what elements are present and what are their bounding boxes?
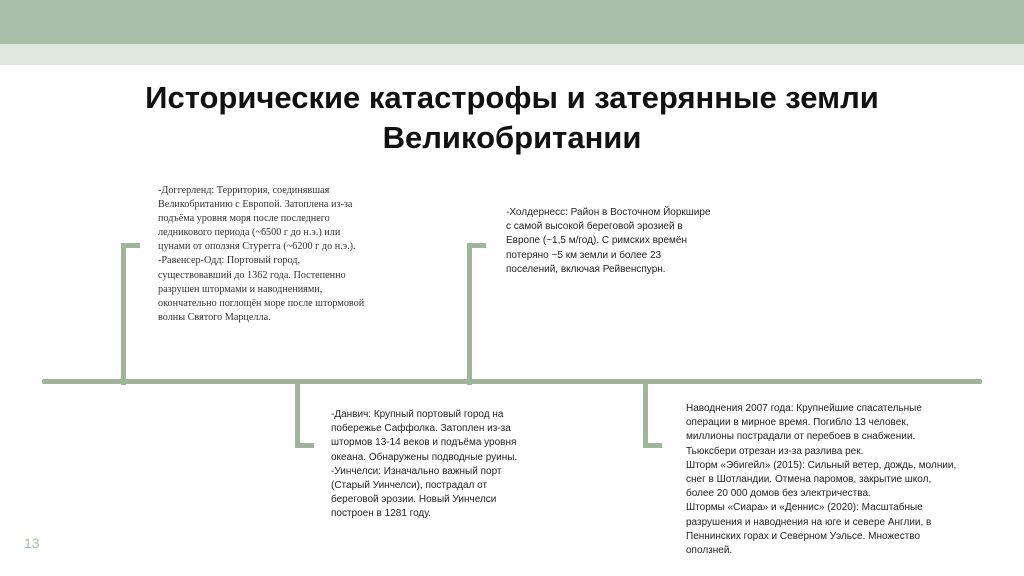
slide-title	[40, 78, 984, 158]
card-paragraph: -Данвич: Крупный портовый город на побережье Саффолка. Затоплен из-за штормов 13-14 веков и подъёма уровня океана. Обнаружены подводные руины.	[331, 409, 518, 463]
header-bar	[0, 0, 1024, 44]
card-paragraph: -Равенсер-Одд: Портовый город, существовавший до 1362 года. Постепенно разрушен штормами и наводнениями, окончательно поглощён море после штормовой волны Святого Марцелла.	[158, 255, 365, 323]
timeline-bracket-3	[467, 243, 486, 385]
title-line-1: Исторические катастрофы и затерянные земли	[145, 80, 879, 115]
card-doggerland-ravenser	[158, 184, 368, 325]
title-line-2: Великобритании	[382, 120, 642, 155]
page-number: 13	[24, 535, 40, 551]
card-holderness	[506, 206, 712, 277]
timeline-bracket-2	[295, 383, 314, 448]
card-paragraph: -Холдернесс: Район в Восточном Йоркшире с самой высокой береговой эрозией в Европе (~1,5 м/год). С римских времён потеряно ~5 км земли и более 23 поселений, включая Рейвенспурн.	[506, 207, 711, 275]
card-paragraph: -Доггерленд: Территория, соединявшая Великобританию с Европой. Затоплена из-за подъёма уровня моря после последнего ледникового периода (~6500 г до н.э.) или цунами от оползня Стурегга (~6200 г до н.э.).	[158, 185, 356, 253]
card-paragraph: Шторм «Эбигейл» (2015): Сильный ветер, дождь, молнии, снег в Шотландии. Отмена паромов, закрытие школ, более 20 000 домов без электричества.	[686, 459, 957, 500]
timeline-line	[42, 379, 982, 384]
timeline-bracket-4	[643, 383, 662, 448]
card-modern-floods-storms	[686, 402, 958, 558]
card-dunwich-winchelsea	[331, 408, 533, 522]
card-paragraph: Штормы «Сиара» и «Деннис» (2020): Масштабные разрушения и наводнения на юге и севере Англии, в Пеннинских горах и Северном Уэльсе. Множество оползней.	[686, 502, 932, 557]
card-paragraph: -Уинчелси: Изначально важный порт (Старый Уинчелси), пострадал от береговой эрозии. Новый Уинчелси построен в 1281 году.	[331, 465, 502, 520]
header-strip	[0, 44, 1024, 65]
card-paragraph: Наводнения 2007 года: Крупнейшие спасательные операции в мирное время. Погибло 13 человек, миллионы пострадали от перебоев в снабжении. Тьюксбери отрезан из-за разлива рек.	[686, 403, 922, 457]
timeline-bracket-1	[121, 243, 140, 385]
